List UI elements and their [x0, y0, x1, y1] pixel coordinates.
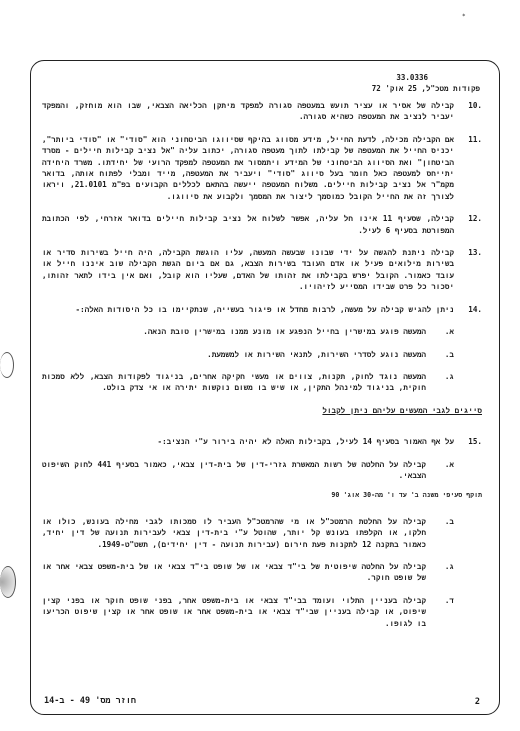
subparagraph-text: קבילה על החלטה שיפוטית של בי"ד צבאי או של שופט בי"ד צבאי או של בית-משפט צבאי אחר או של שופט חוקר. [42, 561, 426, 583]
amendment-note: תוקף סעיפי משנה ב' עד ו' מה-30 אוג' 90 [331, 491, 482, 500]
paragraph-11 [42, 134, 482, 202]
subparagraph-15a [42, 459, 482, 482]
paragraph-text: ניתן להגיש קבילה על מעשה, לרבות מחדל או פיגור בעשייה, שנתקיימו בו כל היסודות האלה:- [75, 304, 454, 314]
subparagraph-text: קבילה על החלטה של רשות המאשרת גזרי-דין של בית-דין צבאי, כאמור בסעיף 441 לחוק השיפוט הצבאי. [42, 459, 426, 480]
subparagraph-15c [42, 561, 482, 584]
subparagraph-15d [42, 595, 482, 629]
corner-mark: * [462, 13, 466, 20]
subparagraph-text: המעשה נוגע לסדרי השירות, לתנאי השירות או למשמעת. [207, 349, 426, 359]
subparagraph-text: המעשה פוגע במישרין בחייל הנפגע או מונע ממנו במישרין טובת הנאה. [143, 327, 426, 337]
paragraph-text: אם הקבילה מכילה, לדעת החייל, מידע מסווג בהיקף שסיווגו הביטחוני הוא "סודי" או "סודי ביותר", יכניס החייל את המעטפה של קבילתו לתוך מעטפה סגורה, יכתוב עליה "אל נציב קבילות חיילים - מסרד הביטחון" ואת הסיווג הביטחוני של המידע ויתמסור את המעטפה למפקד הרועי של יחידתו. משרד היחידה יתייחס למעטפה כאל חומר בעל סיווג "סודי" ויעביר את המעטפה, מייד ומבלי לפתוח אותה, בדואר מקמ"ר אל נציב קבילות חיילים. משלוח המעטפה ייעשה בהתאם לכללים הקבועים בפ"מ 21.0101, ויראו לצורך זה את החייל הקובל כמוסמך ליצור את המסמך ולקבוע את סיווגו. [42, 134, 454, 201]
paragraph-number: .11 [468, 134, 482, 144]
subparagraph-14a [42, 326, 482, 337]
document-body [42, 100, 482, 640]
paragraph-14 [42, 304, 482, 315]
subparagraph-text: קבילה בעניין התלוי ועומד בבי"ד צבאי או בית-משפט אחר, בפני שופט חוקר או בפני קצין שיפוט, או קבילה בעניין שבי"ד צבאי או בית-משפט אחר או שופט אחר או קצין שיפוט הכריעו בו לגופו. [42, 595, 426, 628]
paragraph-number: .12 [468, 214, 482, 224]
document-code: 33.0336 [396, 73, 428, 82]
subparagraph-letter: א. [444, 327, 454, 337]
paragraph-13 [42, 247, 482, 293]
paragraph-number: .13 [468, 248, 482, 258]
section-title: סייגים לגבי המעשים עליהם ניתן לקבול [322, 405, 482, 415]
subparagraph-letter: ב. [444, 349, 454, 359]
page-number: 2 [474, 697, 480, 707]
subparagraph-letter: ג. [444, 561, 454, 571]
paragraph-number: .10 [468, 101, 482, 110]
paragraph-12 [42, 213, 482, 236]
document-header: פקודות מטכ"ל, 25 אוק' 72 [371, 84, 480, 93]
subparagraph-letter: ד. [444, 595, 454, 605]
paragraph-text: קבילה של אסיר או עציר תועש במעטפה סגורה למפקד מיתקן הכליאה הצבאי, שבו הוא מוחזק, והמפקד יעביר לנציב את המעטפה כשהיא סגורה. [42, 101, 454, 122]
paragraph-number: .14 [468, 304, 482, 314]
subparagraph-14b [42, 349, 482, 360]
paragraph-number: .15 [468, 437, 482, 447]
paragraph-text: קבילה ניתנת להגשה על ידי שבונו שבעשה המעשה, עליו הוגשת הקבילה, היה חייל בשירות סדיר או בשירות מילואים פעיל או אדם העובד בשירות הצבא, גם אם ביום הגשת הקבילה שוב איננו חייל או עובד כאמור. הקובל יפרש בקבילתו את זהותו של האדם, שעליו הוא קובל, ואם אין בידו לתאר זהותו, יסכור כל פרט שבידו המסייע לזיהויו. [42, 248, 454, 292]
paragraph-10 [42, 100, 482, 123]
subparagraph-letter: א. [444, 459, 454, 469]
paragraph-text: על אף האמור בסעיף 14 לעיל, בקבילות האלה לא יהיה בירור ע"י הנציב:- [157, 437, 454, 447]
binder-hole-mark [0, 352, 14, 378]
paragraph-text: קבילה, שסעיף 11 אינו חל עליה, אפשר לשלוח אל נציב קבילות חיילים בדואר אזרחי, לפי הכתובת המפורטת בסעיף 6 לעיל. [42, 214, 454, 235]
subparagraph-14c [42, 371, 482, 394]
subparagraph-letter: ג. [444, 371, 454, 381]
footer-circular-number: חוזר מס' 49 - ב-14 [44, 696, 137, 706]
subparagraph-letter: ב. [444, 516, 454, 526]
binder-hole-mark [0, 566, 16, 598]
subparagraph-text: המעשה נוגד לחוק, תקנות, צווים או מעשי חקיקה אחרים, בניגוד לפקודות הצבא, ללא סמכות חוקית, בניגוד למינהל התקין, או שיש בו משום נוקשות יתירה או אי צדק בולט. [42, 371, 426, 393]
subparagraph-text: קבילה על החלטת הרמטכ"ל או מי שהרמטכ"ל העביר לו סמכותו לגבי מחילה בעונש, כולו או חלקו, או הקלפתו בעונש קל יותר, שהוטל ע"י בית-דין צבאי לעבירות תנועה של דין יחיד, כאמור בתקנה 12 לתקנות פעת חירום (עבירות תנועה - דין יחידים), תשט"ט-1949. [42, 516, 426, 549]
subparagraph-15b [42, 516, 482, 550]
paragraph-15 [42, 436, 482, 447]
